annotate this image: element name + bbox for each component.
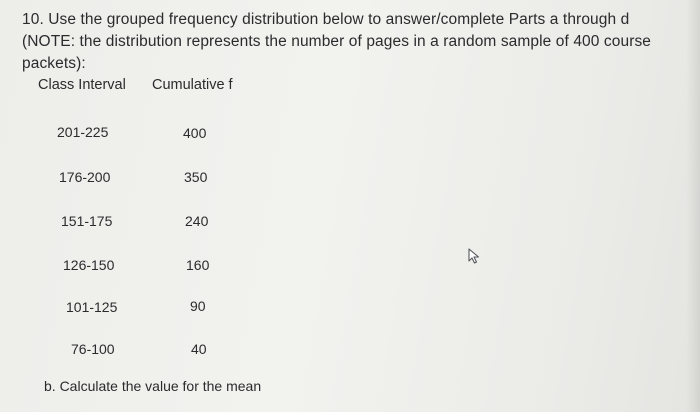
page-edge-shadow — [686, 0, 700, 412]
question-text: 10. Use the grouped frequency distribution below to answer/complete Parts a through d (NOTE: the distribution represents the number of pages in a random sample of 400 course packets): — [22, 11, 652, 72]
cumulative-f-cell: 350 — [184, 169, 208, 185]
part-b-question: b. Calculate the value for the mean — [44, 378, 262, 394]
class-interval-cell: 201-225 — [57, 124, 109, 140]
mouse-pointer-icon — [467, 248, 481, 264]
cumulative-f-cell: 240 — [185, 213, 209, 229]
cumulative-f-cell: 40 — [191, 341, 207, 357]
class-interval-cell: 101-125 — [66, 299, 118, 315]
cumulative-f-header: Cumulative f — [152, 77, 233, 93]
class-interval-cell: 126-150 — [63, 257, 115, 273]
cumulative-f-cell: 160 — [186, 257, 210, 273]
class-interval-cell: 151-175 — [61, 213, 113, 229]
cumulative-f-cell: 400 — [183, 125, 207, 141]
class-interval-cell: 76-100 — [71, 341, 115, 357]
cumulative-f-cell: 90 — [190, 298, 206, 314]
class-interval-header: Class Interval — [38, 77, 126, 93]
class-interval-cell: 176-200 — [59, 169, 111, 185]
